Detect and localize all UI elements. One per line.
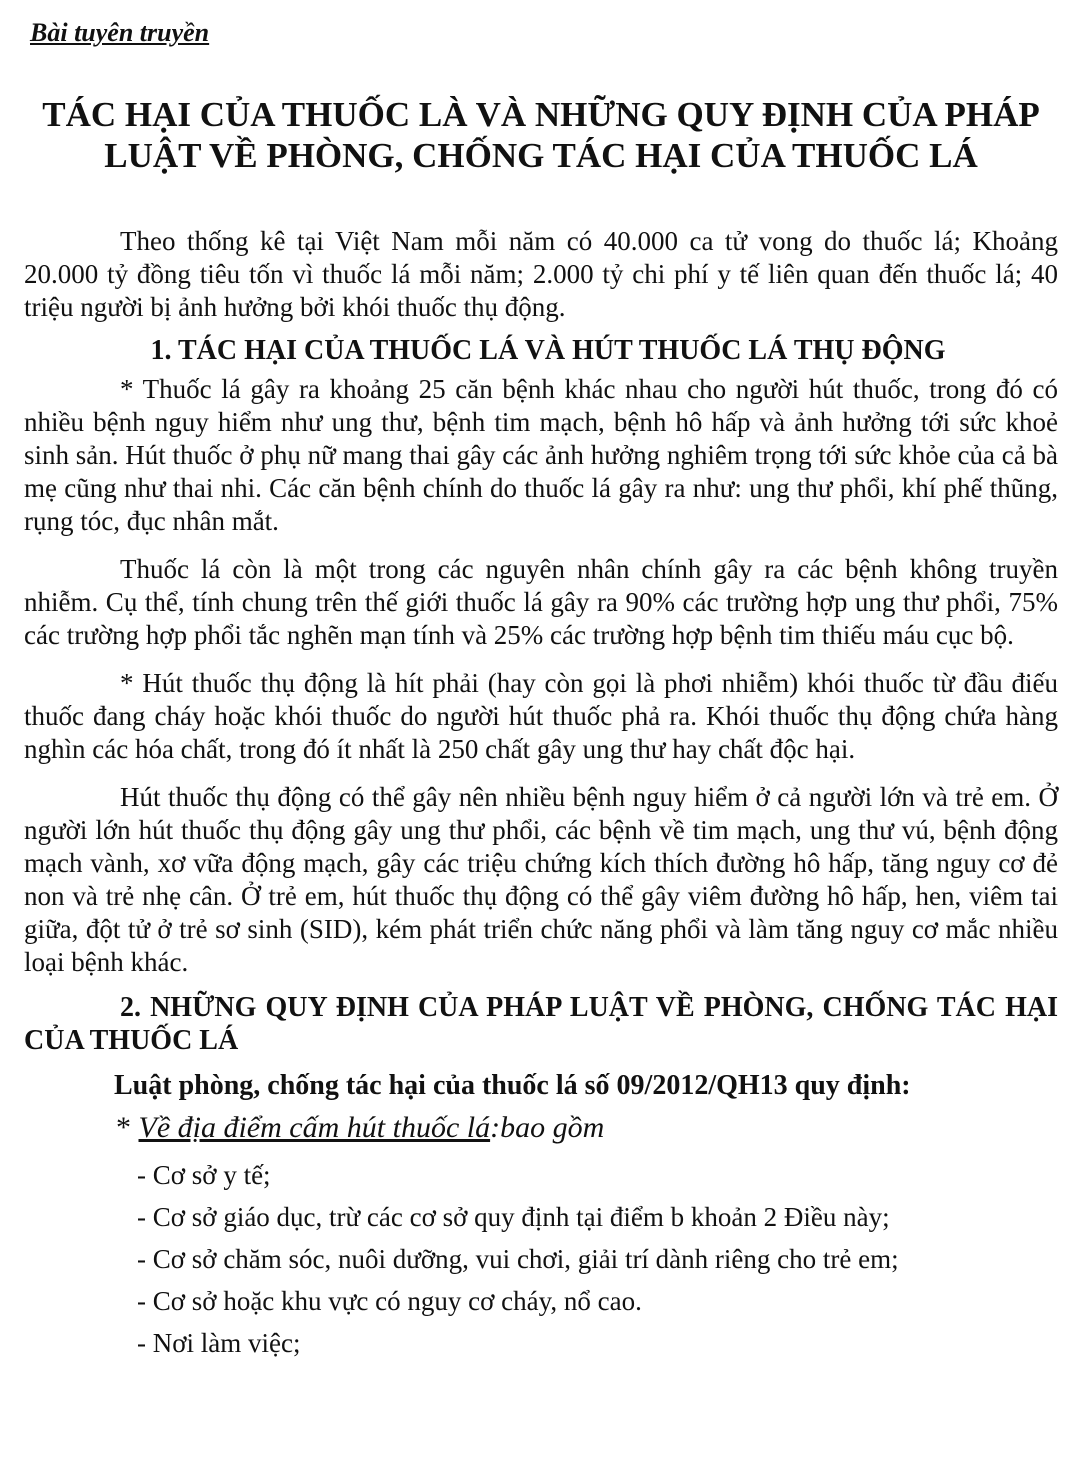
list-item: - Cơ sở hoặc khu vực có nguy cơ cháy, nổ cao. [137, 1286, 642, 1316]
section-2-heading: 2. NHỮNG QUY ĐỊNH CỦA PHÁP LUẬT VỀ PHÒNG, CHỐNG TÁC HẠI CỦA THUỐC LÁ [24, 992, 1058, 1056]
list-item: - Nơi làm việc; [137, 1328, 301, 1358]
smoking-ban-list [24, 1154, 1058, 1364]
list-item: - Cơ sở giáo dục, trừ các cơ sở quy định tại điểm b khoản 2 Điều này; [137, 1202, 890, 1232]
section-1-paragraph-2: Thuốc lá còn là một trong các nguyên nhân chính gây ra các bệnh không truyền nhiễm. Cụ thể, tính chung trên thế giới thuốc lá gây ra 90% các trường hợp ung thư phổi, 75% các trường hợp phổi tắc nghẽn mạn tính và 25% các trường hợp bệnh tim thiếu máu cục bộ. [24, 554, 1058, 650]
section-1-paragraph-1: * Thuốc lá gây ra khoảng 25 căn bệnh khác nhau cho người hút thuốc, trong đó có nhiều bệnh nguy hiểm như ung thư, bệnh tim mạch, bệnh hô hấp và ảnh hưởng tới sức khoẻ sinh sản. Hút thuốc ở phụ nữ mang thai gây các ảnh hưởng nghiêm trọng tới sức khỏe của cả bà mẹ cũng như thai nhi. Các căn bệnh chính do thuốc lá gây ra như: ung thư phổi, khí phế thũng, rụng tóc, đục nhân mắt. [24, 374, 1058, 536]
intro-paragraph: Theo thống kê tại Việt Nam mỗi năm có 40.000 ca tử vong do thuốc lá; Khoảng 20.000 tỷ đồng tiêu tốn vì thuốc lá mỗi năm; 2.000 tỷ chi phí y tế liên quan đến thuốc lá; 40 triệu người bị ảnh hưởng bởi khói thuốc thụ động. [24, 226, 1058, 322]
section-1-heading: 1. TÁC HẠI CỦA THUỐC LÁ VÀ HÚT THUỐC LÁ THỤ ĐỘNG [150, 335, 946, 366]
smoking-ban-subheading [116, 1106, 1058, 1150]
law-reference-line: Luật phòng, chống tác hại của thuốc lá số 09/2012/QH13 quy định: [114, 1070, 911, 1101]
document-kicker: Bài tuyên truyền [30, 18, 210, 47]
list-item: - Cơ sở chăm sóc, nuôi dưỡng, vui chơi, giải trí dành riêng cho trẻ em; [137, 1244, 899, 1274]
list-item: - Cơ sở y tế; [137, 1160, 271, 1190]
section-1-paragraph-3: * Hút thuốc thụ động là hít phải (hay còn gọi là phơi nhiễm) khói thuốc từ đầu điếu thuốc đang cháy hoặc khói thuốc do người hút thuốc phả ra. Khói thuốc thụ động chứa hàng nghìn các hóa chất, trong đó ít nhất là 250 chất gây ung thư hay chất độc hại. [24, 668, 1058, 764]
subheading-bullet: * [116, 1111, 131, 1144]
section-1-paragraph-4: Hút thuốc thụ động có thể gây nên nhiều bệnh nguy hiểm ở cả người lớn và trẻ em. Ở người lớn hút thuốc thụ động gây ung thư phổi, các bệnh về tim mạch, ung thư vú, bệnh động mạch vành, xơ vữa động mạch, gây các triệu chứng kích thích đường hô hấp, tăng nguy cơ đẻ non và trẻ nhẹ cân. Ở trẻ em, hút thuốc thụ động có thể gây viêm đường hô hấp, hen, viêm tai giữa, đột tử ở trẻ sơ sinh (SID), kém phát triển chức năng phổi và làm tăng nguy cơ mắc nhiều loại bệnh khác. [24, 782, 1058, 977]
document-title: TÁC HẠI CỦA THUỐC LÀ VÀ NHỮNG QUY ĐỊNH CỦA PHÁP LUẬT VỀ PHÒNG, CHỐNG TÁC HẠI CỦA THUỐC LÁ [42, 95, 1040, 175]
subheading-title: Về địa điểm cấm hút thuốc lá [138, 1111, 491, 1144]
subheading-suffix: :bao gồm [490, 1111, 605, 1144]
